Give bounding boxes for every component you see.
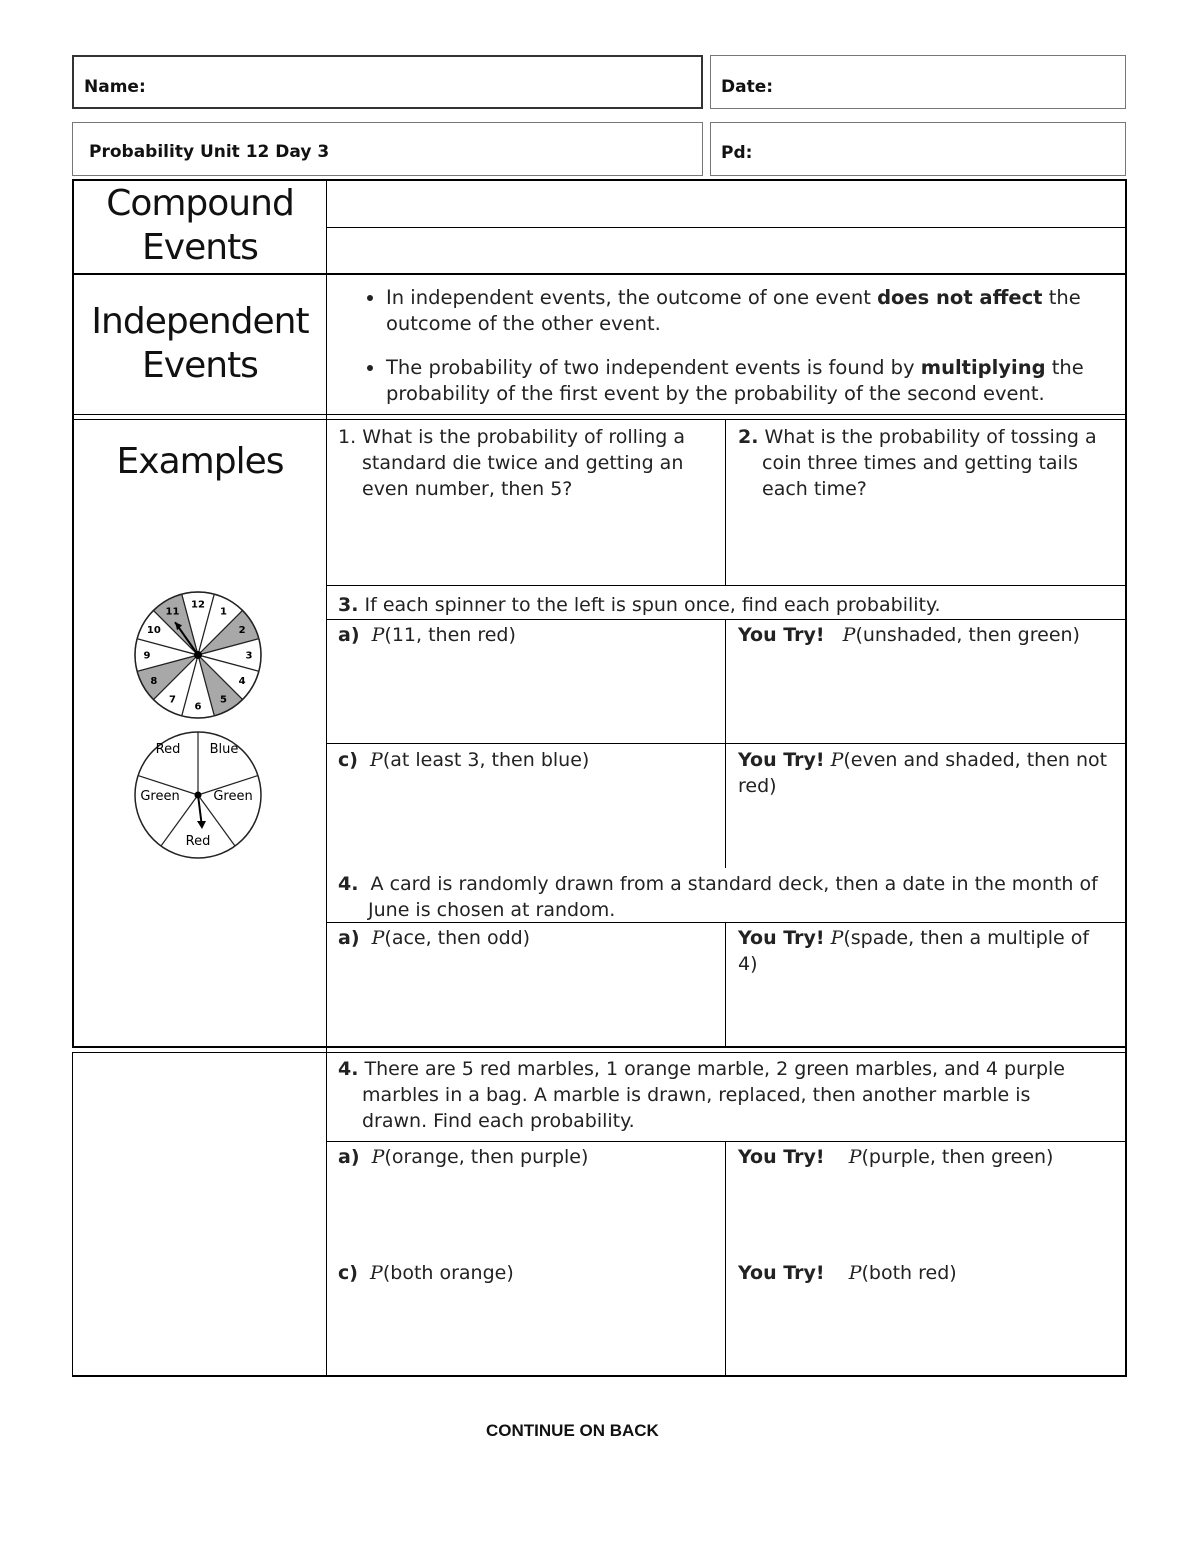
question-3c: c) P(at least 3, then blue) (338, 749, 590, 771)
spinner-color-label: Red (155, 742, 181, 757)
spinner-number: 11 (165, 606, 180, 618)
spinner-number: 10 (146, 625, 161, 636)
spinner-number: 5 (220, 694, 227, 706)
number-spinner (130, 590, 266, 720)
examples-title: Examples (116, 441, 284, 482)
marbles-question: 4. There are 5 red marbles, 1 orange marble, 2 green marbles, and 4 purple marbles in a bag. A marble is drawn, replaced, then another marble is drawn. Find each probability. (338, 1058, 1065, 1132)
marbles-question-c: c) P(both orange) (338, 1262, 514, 1284)
compound-title-line1: Compound (106, 183, 294, 224)
spinner-color-label: Green (140, 789, 180, 804)
question-4a: a) P(ace, then odd) (338, 927, 531, 949)
question-4b: You Try! P(spade, then a multiple of 4) (738, 927, 1090, 975)
question-3b: You Try! P(unshaded, then green) (738, 624, 1080, 646)
question-3: 3. If each spinner to the left is spun once, find each probability. (338, 594, 941, 616)
bullet-multiplying: • The probability of two independent events is found by multiplying the probability of the first event by the probability of the second event. (386, 355, 1118, 407)
spinner-number: 8 (150, 676, 158, 687)
question-2: 2. What is the probability of tossing a coin three times and getting tails each time? (738, 426, 1097, 500)
compound-events-title (74, 182, 326, 270)
name-label: Name: (84, 77, 146, 97)
spinner-number: 9 (143, 650, 151, 662)
spinner-number: 2 (238, 625, 246, 636)
independent-events-title (74, 300, 326, 388)
question-3d: You Try! P(even and shaded, then not red) (738, 749, 1108, 797)
question-1: 1. What is the probability of rolling a standard die twice and getting an even number, then 5? (338, 426, 685, 500)
independent-title-line2: Events (142, 345, 258, 386)
period-label: Pd: (721, 143, 753, 163)
continue-on-back: CONTINUE ON BACK (486, 1421, 659, 1440)
spinner-color-label: Green (213, 789, 253, 804)
marbles-question-b: You Try! P(purple, then green) (738, 1146, 1054, 1168)
spinner-number: 1 (220, 606, 227, 618)
spinner-number: 4 (238, 676, 246, 687)
spinner-number: 3 (245, 650, 253, 662)
independent-title-line1: Independent (91, 301, 309, 342)
question-4: 4. A card is randomly drawn from a standard deck, then a date in the month of June is chosen at random. (338, 873, 1098, 921)
unit-box (72, 122, 703, 176)
name-field[interactable] (72, 55, 703, 109)
spinner-hub (194, 651, 202, 659)
marbles-question-a: a) P(orange, then purple) (338, 1146, 589, 1168)
independent-definition (328, 285, 1118, 425)
spinner-hub (195, 792, 202, 799)
bullet-does-not-affect: • In independent events, the outcome of one event does not affect the outcome of the other event. (386, 285, 1118, 337)
question-3a: a) P(11, then red) (338, 624, 516, 646)
spinner-number: 7 (169, 694, 176, 706)
date-label: Date: (721, 77, 774, 97)
spinner-number: 6 (194, 701, 202, 713)
spinner-color-label: Red (185, 834, 211, 849)
spinner-number: 12 (191, 599, 205, 611)
marbles-question-d: You Try! P(both red) (738, 1262, 957, 1284)
spinner-color-label: Blue (209, 742, 239, 757)
date-field[interactable] (710, 55, 1126, 109)
color-spinner (130, 730, 266, 860)
period-field[interactable] (710, 122, 1126, 176)
unit-label: Probability Unit 12 Day 3 (89, 142, 330, 162)
compound-title-line2: Events (142, 227, 258, 268)
